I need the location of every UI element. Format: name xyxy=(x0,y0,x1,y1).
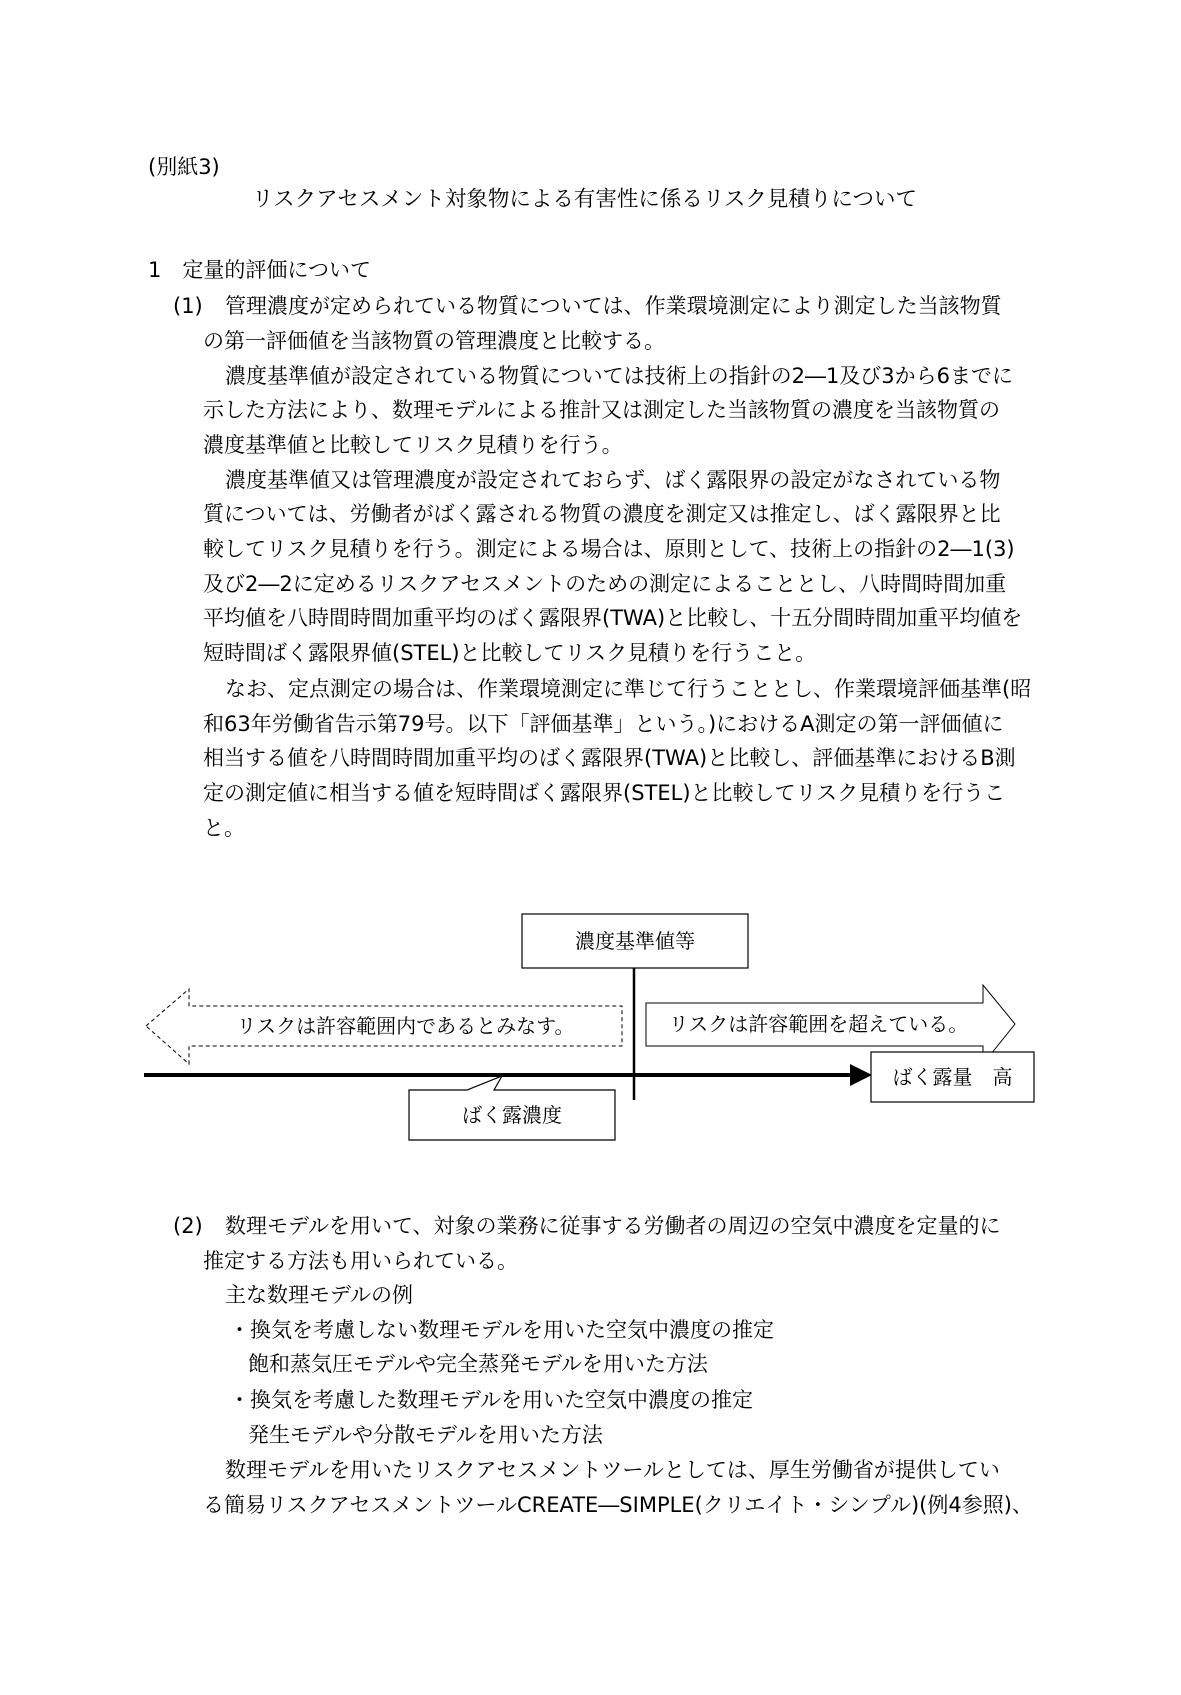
document-title: リスクアセスメント対象物による有害性に係るリスク見積りについて xyxy=(252,187,917,212)
right-arrow-label: リスクは許容範囲を超えている。 xyxy=(668,1012,969,1036)
section-1-heading: 1 定量的評価について xyxy=(148,258,371,282)
axis-label: ばく露量 高 xyxy=(892,1065,1013,1089)
section-1-line: 及び2―2に定めるリスクアセスメントのための測定によることとし、八時間時間加重 xyxy=(203,572,1007,596)
section-1-line: 濃度基準値又は管理濃度が設定されておらず、ばく露限界の設定がなされている物 xyxy=(225,468,1001,492)
section-1-line: 示した方法により、数理モデルによる推計又は測定した当該物質の濃度を当該物質の xyxy=(203,398,1000,422)
axis-arrowhead-icon xyxy=(850,1064,872,1086)
section-1-line: 定の測定値に相当する値を短時間ばく露限界(STEL)と比較してリスク見積りを行うこ xyxy=(203,781,1006,805)
section-1-line: なお、定点測定の場合は、作業環境測定に準じて行うこととし、作業環境評価基準(昭 xyxy=(225,677,1032,701)
left-arrow-label: リスクは許容範囲内であるとみなす。 xyxy=(236,1014,575,1038)
threshold-label: 濃度基準値等 xyxy=(575,929,695,953)
section-2-line: 数理モデルを用いて、対象の業務に従事する労働者の周辺の空気中濃度を定量的に xyxy=(225,1214,1001,1238)
exposure-label: ばく露濃度 xyxy=(462,1103,562,1127)
section-1-line: 短時間ばく露限界値(STEL)と比較してリスク見積りを行うこと。 xyxy=(203,641,817,665)
section-1-line: 平均値を八時間時間加重平均のばく露限界(TWA)と比較し、十五分間時間加重平均値を xyxy=(203,606,1023,630)
section-1-line: 和63年労働省告示第79号。以下「評価基準」という。)におけるA測定の第一評価値に xyxy=(203,712,1004,736)
section-2-line: 飽和蒸気圧モデルや完全蒸発モデルを用いた方法 xyxy=(248,1352,708,1376)
section-1-line: の第一評価値を当該物質の管理濃度と比較する。 xyxy=(203,329,665,353)
section-2-line: ・換気を考慮した数理モデルを用いた空気中濃度の推定 xyxy=(229,1388,753,1412)
section-1-line: 管理濃度が定められている物質については、作業環境測定により測定した当該物質 xyxy=(225,294,1002,318)
section-1-line: 質については、労働者がばく露される物質の濃度を測定又は推定し、ばく露限界と比 xyxy=(203,502,1001,526)
section-2-line: 発生モデルや分散モデルを用いた方法 xyxy=(248,1423,603,1447)
attachment-label: (別紙3) xyxy=(148,155,220,179)
section-1-line: 相当する値を八時間時間加重平均のばく露限界(TWA)と比較し、評価基準におけるB測 xyxy=(203,746,1016,770)
section-2-line: ・換気を考慮しない数理モデルを用いた空気中濃度の推定 xyxy=(229,1318,774,1342)
section-1-line: 濃度基準値と比較してリスク見積りを行う。 xyxy=(203,433,623,457)
section-2-line: 主な数理モデルの例 xyxy=(225,1283,413,1307)
section-2-line: る簡易リスクアセスメントツールCREATE―SIMPLE(クリエイト・シンプル)(例4参照)、 xyxy=(203,1493,1033,1517)
section-1-line: 較してリスク見積りを行う。測定による場合は、原則として、技術上の指針の2―1(3) xyxy=(203,537,1015,561)
section-1-line: と。 xyxy=(203,816,245,840)
section-2-line: 数理モデルを用いたリスクアセスメントツールとしては、厚生労働省が提供してい xyxy=(225,1458,1000,1482)
item-2-marker: (2) xyxy=(173,1214,203,1238)
section-1-line: 濃度基準値が設定されている物質については技術上の指針の2―1及び3から6までに xyxy=(225,364,1014,388)
section-2-line: 推定する方法も用いられている。 xyxy=(203,1249,518,1273)
item-1-marker: (1) xyxy=(173,294,203,318)
